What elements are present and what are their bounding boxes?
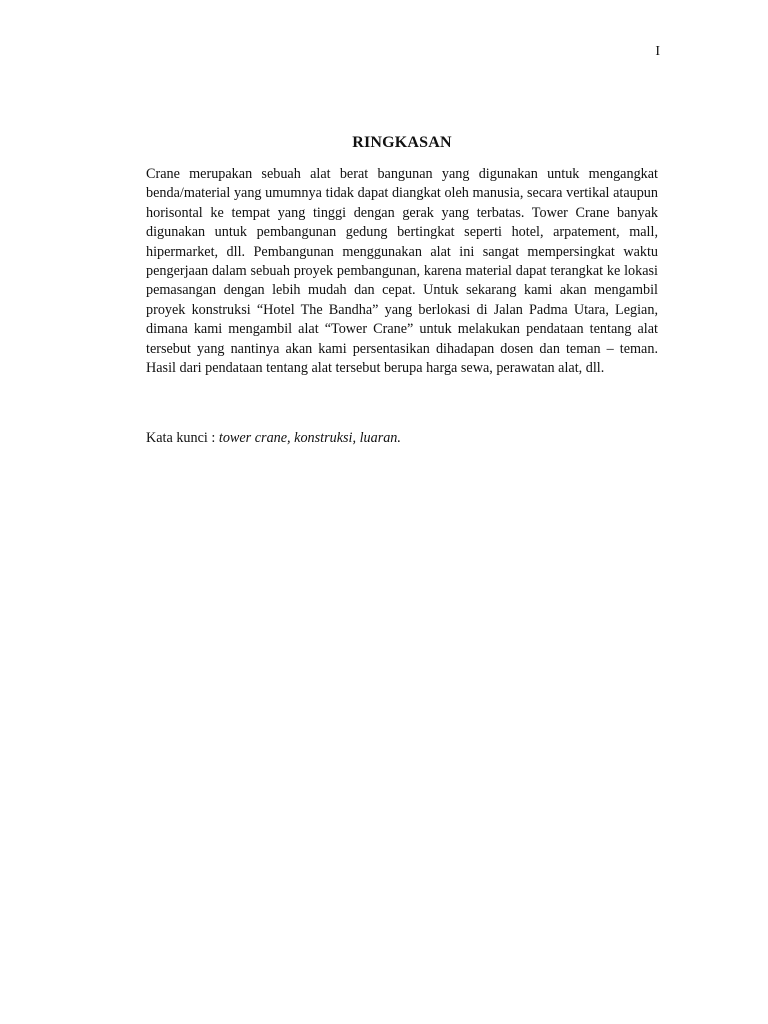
keywords-values: tower crane, konstruksi, luaran.: [218, 430, 401, 446]
page-title: RINGKASAN: [352, 134, 452, 151]
keywords-label: Kata kunci :: [146, 430, 219, 446]
keywords-line: [146, 429, 658, 448]
page-number: I: [655, 44, 660, 59]
abstract-paragraph: Crane merupakan sebuah alat berat bangunan yang digunakan untuk mengangkat benda/material yang umumnya tidak dapat diangkat oleh manusia, secara vertikal ataupun horisontal ke tempat yang tinggi dengan gerak yang terbatas. Tower Crane banyak digunakan untuk pembangunan gedung bertingkat seperti hotel, arpatement, mall, hipermarket, dll. Pembangunan menggunakan alat ini sangat mempersingkat waktu pengerjaan dalam sebuah proyek pembangunan, karena material dapat terangkat ke lokasi pemasangan dengan lebih mudah dan cepat. Untuk sekarang kami akan mengambil proyek konstruksi “Hotel The Bandha” yang berlokasi di Jalan Padma Utara, Legian, dimana kami mengambil alat “Tower Crane” untuk melakukan pendataan tentang alat tersebut yang nantinya akan kami persentasikan dihadapan dosen dan teman – teman. Hasil dari pendataan tentang alat tersebut berupa harga sewa, perawatan alat, dll.: [146, 166, 658, 377]
